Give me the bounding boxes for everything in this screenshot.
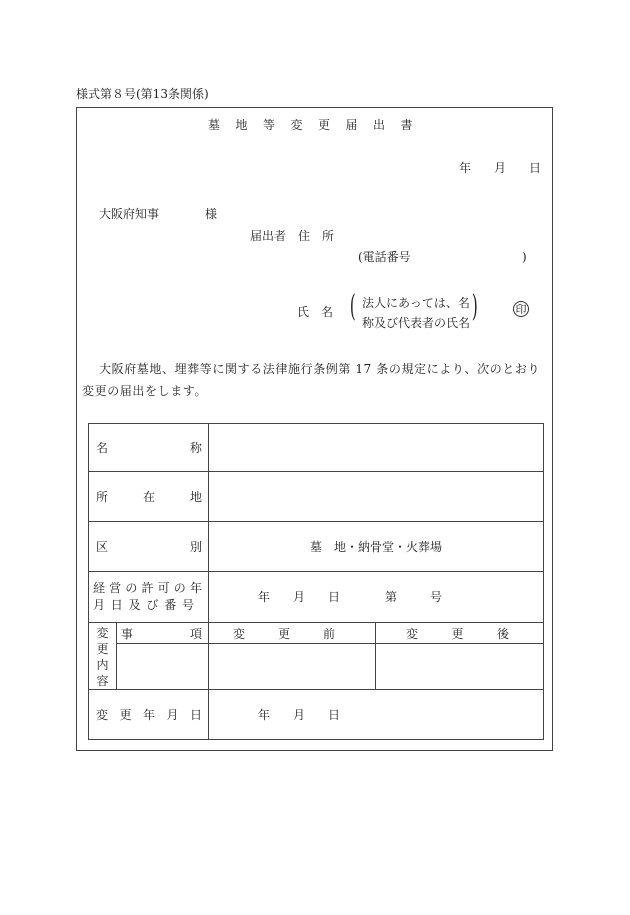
col-after-text — [376, 625, 543, 642]
bracket-left: ( — [349, 289, 356, 324]
label-char: び — [146, 598, 159, 612]
label-char: 区 — [96, 540, 109, 554]
permit-no-suffix: 号 — [430, 590, 443, 604]
label-char: 日 — [189, 708, 202, 722]
change-item-cell[interactable] — [117, 644, 209, 690]
row-name — [89, 424, 544, 472]
addressee-honorific: 様 — [205, 207, 218, 221]
label-char: 在 — [142, 490, 155, 504]
label-char: 事 — [121, 626, 134, 641]
label-char: 更 — [119, 708, 132, 722]
row-location — [89, 472, 544, 522]
label-permit-line1 — [89, 580, 208, 597]
label-change-date-text — [89, 706, 208, 723]
label-char: 地 — [189, 490, 202, 504]
row-permit — [89, 572, 544, 623]
vertical-char: 変 — [96, 626, 109, 640]
row-change-header — [89, 623, 544, 644]
corp-note-line2: 称及び代表者の氏名 — [362, 316, 471, 330]
label-char: 日 — [110, 598, 123, 612]
label-char: 経 — [93, 581, 106, 595]
label-char: 別 — [189, 540, 202, 554]
label-category — [89, 522, 209, 572]
col-item-header — [117, 623, 209, 644]
statement-line1: 大阪府墓地、埋葬等に関する法律施行条例第 17 条の規定により、次のとおり — [99, 362, 541, 376]
form-number: 様式第８号(第13条関係) — [76, 87, 209, 101]
label-char: 後 — [496, 626, 509, 641]
statement-line2: 変更の届出をします。 — [82, 384, 208, 398]
label-char: 変 — [406, 626, 419, 641]
vertical-char: 内 — [96, 658, 109, 672]
label-char: 番 — [164, 598, 177, 612]
category-value[interactable]: 墓 地・納骨堂・火葬場 — [209, 522, 544, 572]
permit-no-prefix: 第 — [385, 590, 398, 604]
date-year: 年 — [459, 161, 472, 175]
label-char: 可 — [157, 581, 170, 595]
vertical-char: 容 — [96, 674, 109, 688]
label-char: 許 — [141, 581, 154, 595]
label-char: 及 — [128, 598, 141, 612]
change-day: 日 — [328, 708, 341, 722]
corp-note-line1: 法人にあっては、名 — [362, 296, 470, 310]
label-char: 名 — [96, 441, 109, 455]
label-change-date — [89, 690, 209, 740]
input-location[interactable] — [209, 472, 544, 522]
label-category-text — [89, 538, 208, 555]
label-char: 年 — [142, 708, 155, 722]
label-char: 所 — [96, 490, 109, 504]
detail-table — [88, 423, 544, 740]
permit-year: 年 — [258, 590, 271, 604]
label-char: 変 — [233, 626, 246, 641]
label-char: 項 — [189, 626, 202, 641]
label-char: 更 — [277, 626, 290, 641]
bracket-right: ) — [471, 289, 478, 324]
col-item-text — [117, 625, 208, 642]
notifier-label: 届出者 — [250, 229, 287, 243]
row-change-body — [89, 644, 544, 690]
label-permit — [89, 572, 209, 623]
label-permit-line2 — [89, 597, 208, 614]
col-before-text — [209, 625, 375, 642]
label-char: 変 — [96, 708, 109, 722]
label-char: の — [125, 581, 138, 595]
input-name[interactable] — [209, 424, 544, 472]
change-date-value[interactable] — [209, 690, 544, 740]
row-category — [89, 522, 544, 572]
col-before-header — [209, 623, 376, 644]
addressee-name: 大阪府知事 — [99, 207, 160, 221]
phone-close: ) — [522, 250, 527, 264]
change-after-cell[interactable] — [376, 644, 544, 690]
change-month: 月 — [293, 708, 306, 722]
permit-month: 月 — [293, 590, 306, 604]
label-char: 年 — [189, 581, 202, 595]
change-before-cell[interactable] — [209, 644, 376, 690]
label-char: 月 — [93, 598, 106, 612]
row-change-date — [89, 690, 544, 740]
label-char: 月 — [166, 708, 179, 722]
date-day: 日 — [529, 161, 542, 175]
label-char: 称 — [189, 441, 202, 455]
label-name — [89, 424, 209, 472]
vertical-char: 更 — [96, 642, 109, 656]
change-year: 年 — [258, 708, 271, 722]
date-month: 月 — [494, 161, 507, 175]
label-location — [89, 472, 209, 522]
name-label: 氏 名 — [297, 305, 334, 319]
phone-open: (電話番号 — [358, 250, 411, 264]
permit-day: 日 — [328, 590, 341, 604]
label-char: の — [173, 581, 186, 595]
label-char: 前 — [322, 626, 335, 641]
label-char: 号 — [181, 598, 194, 612]
form-title: 墓地等変更届出書 — [208, 118, 429, 132]
seal-mark: 印 — [513, 301, 529, 317]
label-char: 営 — [109, 581, 122, 595]
col-after-header — [376, 623, 544, 644]
change-content-vertical — [95, 625, 111, 689]
address-label: 住 所 — [298, 229, 335, 243]
label-char: 更 — [451, 626, 464, 641]
label-name-text — [89, 439, 208, 456]
permit-value[interactable] — [209, 572, 544, 623]
label-location-text — [89, 488, 208, 505]
change-content-label — [89, 623, 117, 690]
